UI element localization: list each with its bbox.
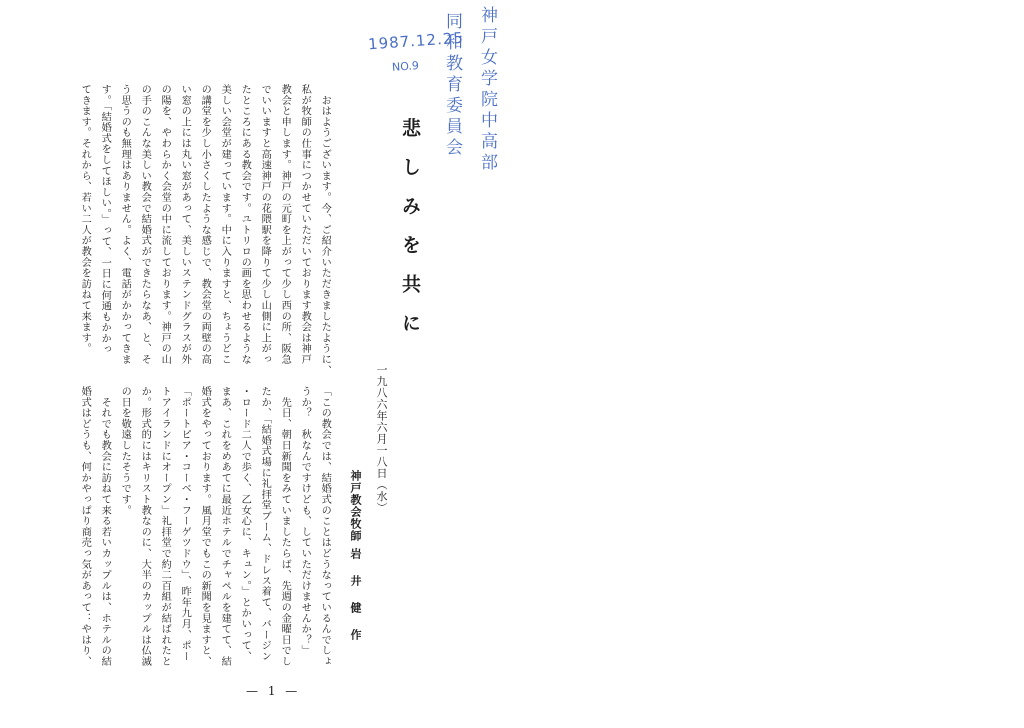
- body-line: の陽を、やわらかく会堂の中に流しております。神戸の山: [159, 84, 171, 365]
- body-line: の手のこんな美しい教会で結婚式ができたらなあ、と、そ: [139, 84, 151, 365]
- body-line: でいいますと高速神戸の花隈駅を降りて少し山側に上がっ: [259, 84, 271, 365]
- body-line: まあ、これをめあてに最近ホテルでチャペルを建てて、結: [219, 386, 231, 667]
- body-line: す。「結婚式をしてほしい。」って、一日に何通もかかっ: [99, 84, 111, 355]
- handwritten-number: NO.9: [391, 59, 420, 74]
- body-line: それでも教会に訪ねて来る若いカップルは、ホテルの結: [99, 386, 111, 667]
- handwritten-org-line-2: 同和教育委員会: [442, 12, 462, 159]
- handwritten-org-line-1: 神戸女学院中高部: [477, 6, 497, 174]
- page-title: 悲しみを共に: [399, 118, 421, 352]
- body-line: たところにある教会です。ユトリロの画を思わせるような: [239, 84, 251, 365]
- lecture-date: 一九八六年六月一八日（水）: [375, 364, 388, 514]
- body-line: おはようございます。今、ご紹介いただきましたように、: [319, 84, 331, 376]
- body-line: 「この教会では、結婚式のことはどうなっているんでしょ: [319, 386, 331, 667]
- body-line: の講堂を少し小さくしたような感じで、教会堂の両壁の高: [199, 84, 211, 365]
- body-line: てきます。それから、若い二人が教会を訪ねて来ます。: [79, 84, 91, 354]
- page-number: — 1 —: [246, 684, 301, 698]
- author-name: 岩井健作: [349, 548, 362, 656]
- body-line: ・ロード二人で歩く、乙女心に、キュン。」とかいって、: [239, 386, 251, 662]
- body-line: うか？ 秋なんですけども、していただけませんか？」: [299, 386, 311, 656]
- body-line: う思うのも無理はありません。よく、電話がかかってきま: [119, 84, 131, 365]
- handwritten-date: 1987.12.25: [367, 28, 465, 54]
- body-line: 先日、朝日新聞をみていましたらば、先週の金曜日でし: [279, 386, 291, 667]
- body-line: の日を敬遠したそうです。: [119, 386, 131, 516]
- body-line: トアイランドにオープン」礼拝堂で約二百組が結ばれたと: [159, 386, 171, 667]
- body-line: 婚式はどうも、何かやっぱり商売っ気があって：やはり、: [79, 386, 91, 667]
- body-line: たか、「結婚式場に礼拝堂ブーム、ドレス着て、バージン: [259, 386, 271, 662]
- body-line: 美しい会堂が建っています。中に入りますと、ちょうどこ: [219, 84, 231, 365]
- author-affiliation: 神戸教会牧師: [349, 470, 362, 542]
- body-line: か。形式的にはキリスト教なのに、大半のカップルは仏滅: [139, 386, 151, 667]
- body-line: 教会と申します。神戸の元町を上がって少し西の所、阪急: [279, 84, 291, 365]
- body-line: 婚式をやっております。風月堂でもこの新聞を見ますと、: [199, 386, 211, 667]
- body-line: い窓の上には丸い窓があって、美しいステンドグラスが外: [179, 84, 191, 365]
- body-line: 「ポートピア・コーベ・フーゲツドウ」、昨年九月、ポー: [179, 386, 191, 662]
- author-block: [350, 470, 361, 656]
- body-line: 私が牧師の仕事につかせていただいております教会は神戸: [299, 84, 311, 365]
